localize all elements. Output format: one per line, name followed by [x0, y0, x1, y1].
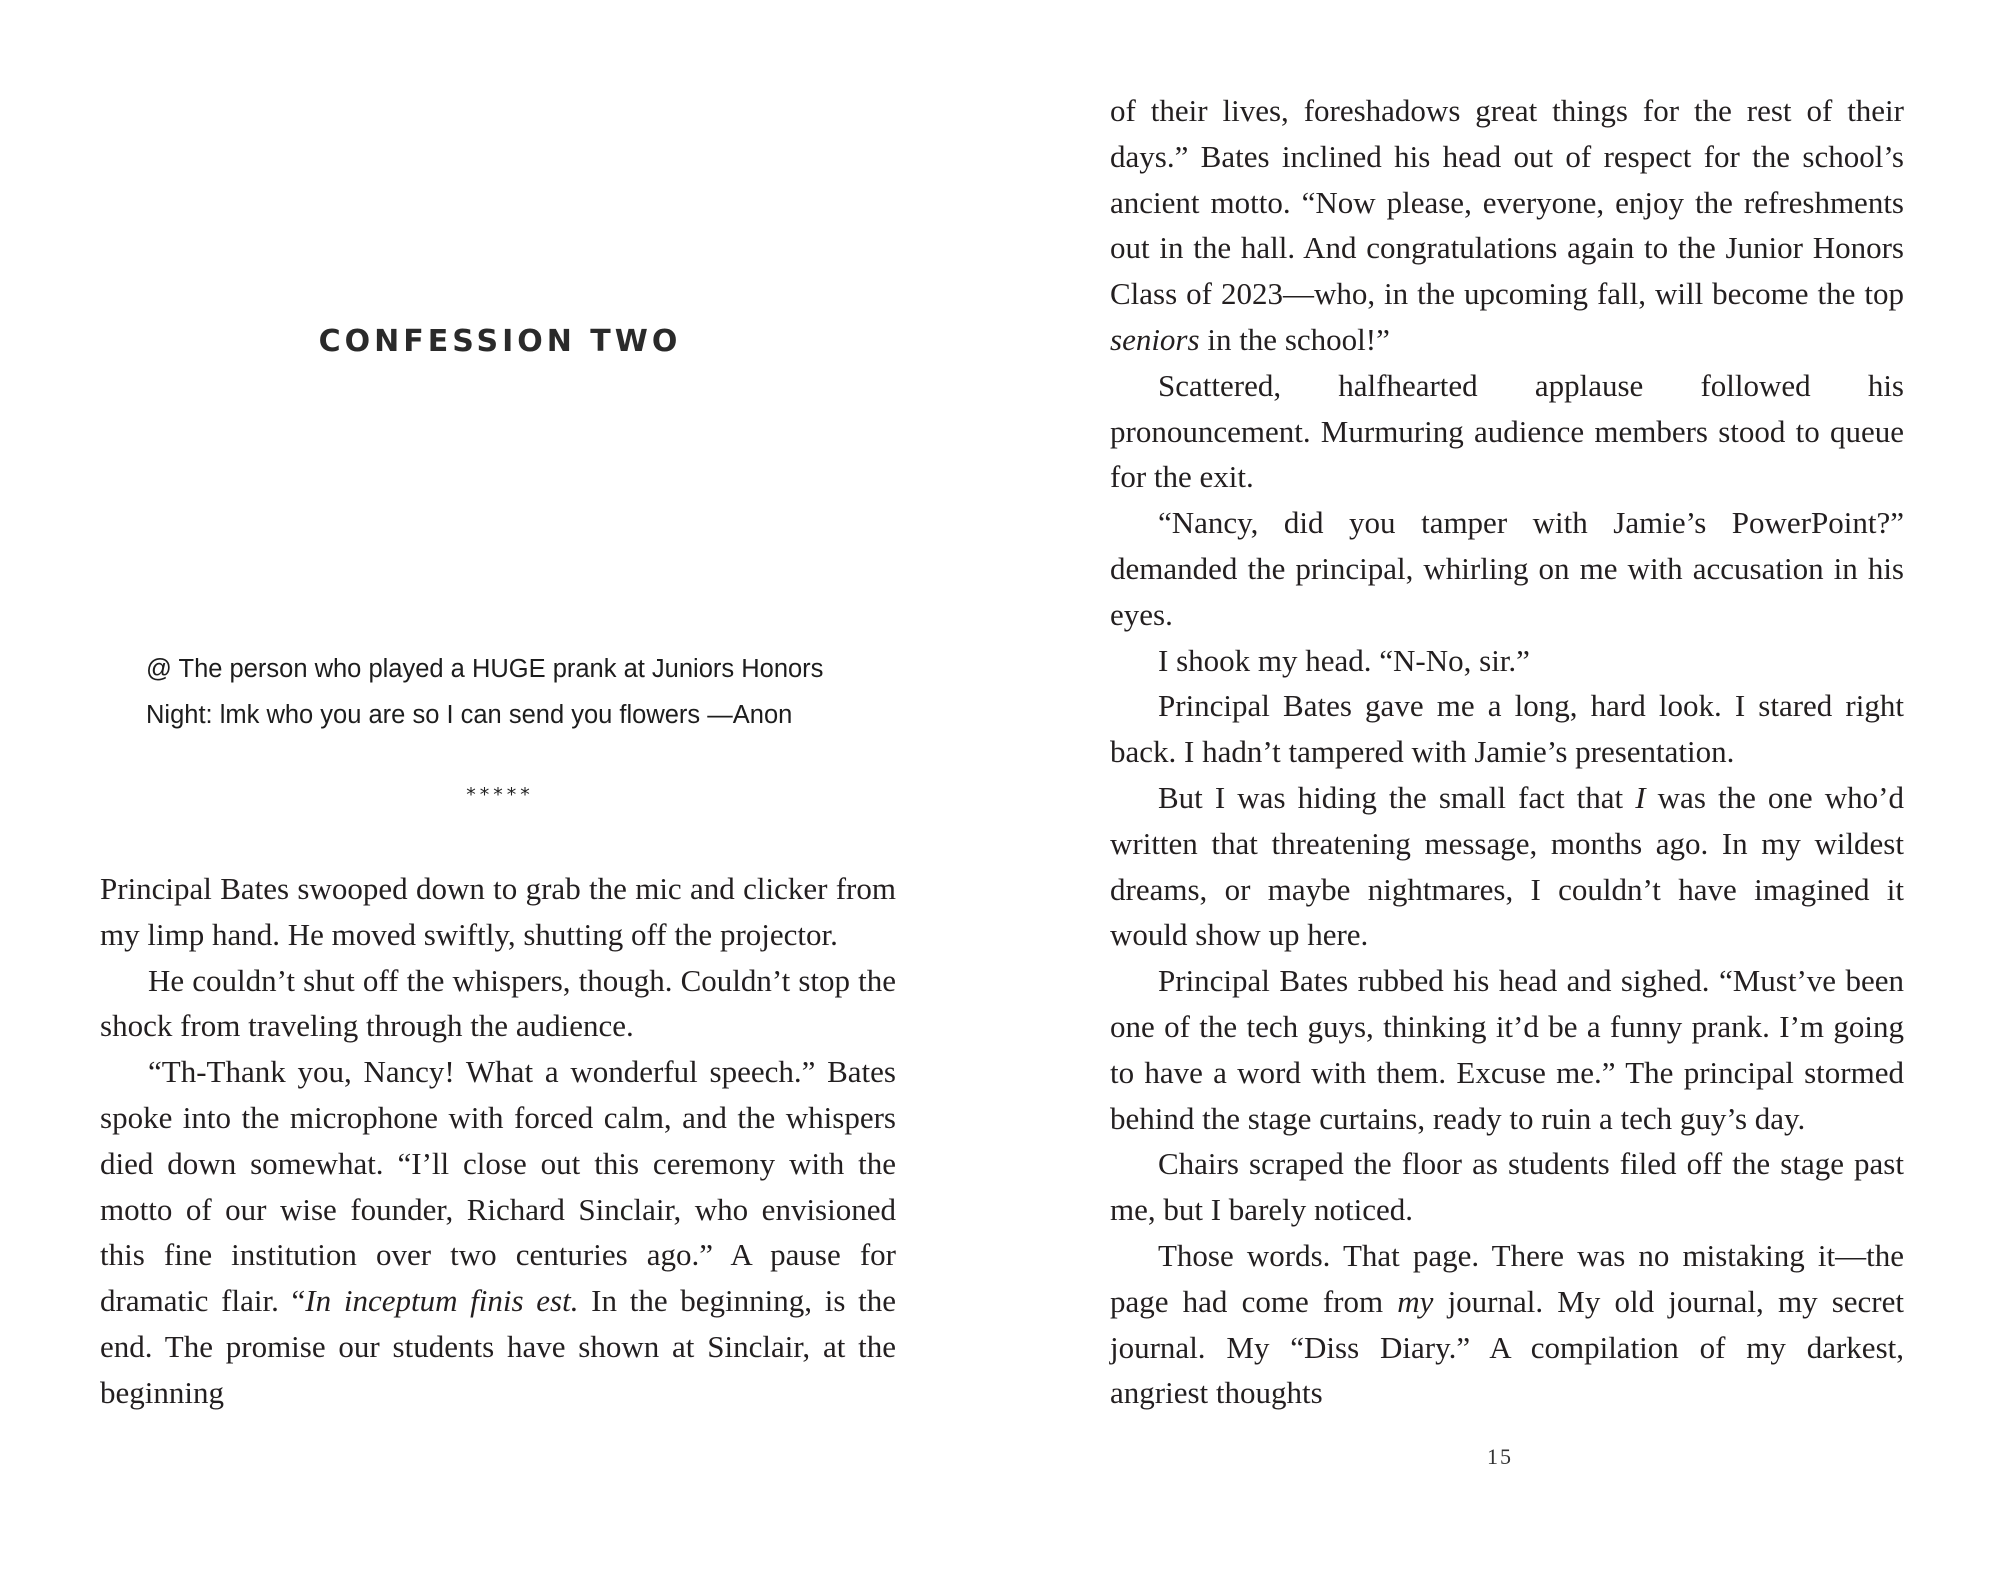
right-body-text — [1110, 88, 1904, 1416]
paragraph: Those words. That page. There was no mistaking it—the page had come from my journal. My old journal, my secret journal. My “Diss Diary.” A compilation of my darkest, angriest thoughts — [1110, 1237, 1904, 1411]
right-page — [1000, 0, 2000, 1574]
paragraph: I shook my head. “N-No, sir.” — [1158, 642, 1530, 678]
left-body-text — [100, 866, 896, 1416]
paragraph: “Th-Thank you, Nancy! What a wonderful speech.” Bates spoke into the microphone with forced calm, and the whispers died down somewhat. “I’ll close out this ceremony with the motto of our wise founder, Richard Sinclair, who envisioned this fine institution over two centuries ago.” A pause for dramatic flair. “In inceptum finis est. In the beginning, is the end. The promise our students have shown at Sinclair, at the beginning — [100, 1054, 896, 1410]
section-separator: ***** — [466, 784, 534, 806]
paragraph: Principal Bates rubbed his head and sighed. “Must’ve been one of the tech guys, thinking it’d be a funny prank. I’m going to have a word with them. Excuse me.” The principal stormed behind the stage curtains, ready to ruin a tech guy’s day. — [1110, 963, 1904, 1136]
paragraph: But I was hiding the small fact that I was the one who’d written that threatening message, months ago. In my wildest dreams, or maybe nightmares, I couldn’t have imagined it would show up here. — [1110, 779, 1904, 953]
confession-post: @ The person who played a HUGE prank at Juniors Honors Night: lmk who you are so I can send you flowers —Anon — [146, 655, 824, 729]
paragraph: He couldn’t shut off the whispers, though. Couldn’t stop the shock from traveling through the audience. — [100, 962, 896, 1044]
chapter-heading: CONFESSION TWO — [318, 324, 682, 359]
paragraph: of their lives, foreshadows great things for the rest of their days.” Bates inclined his head out of respect for the school’s ancient motto. “Now please, everyone, enjoy the refreshments out in the hall. And congratulations again to the Junior Honors Class of 2023—who, in the upcoming fall, will become the top seniors in the school!” — [1110, 93, 1904, 357]
paragraph: “Nancy, did you tamper with Jamie’s PowerPoint?” demanded the principal, whirling on me with accusation in his eyes. — [1110, 505, 1904, 632]
paragraph: Principal Bates swooped down to grab the mic and clicker from my limp hand. He moved swiftly, shutting off the projector. — [100, 871, 896, 952]
paragraph: Scattered, halfhearted applause followed his pronouncement. Murmuring audience members stood to queue for the exit. — [1110, 367, 1904, 495]
paragraph: Principal Bates gave me a long, hard look. I stared right back. I hadn’t tampered with Jamie’s presentation. — [1110, 688, 1904, 770]
paragraph: Chairs scraped the floor as students filed off the stage past me, but I barely noticed. — [1110, 1146, 1904, 1228]
page-number: 15 — [1487, 1444, 1513, 1469]
latin-motto: In inceptum finis est. — [305, 1283, 579, 1319]
